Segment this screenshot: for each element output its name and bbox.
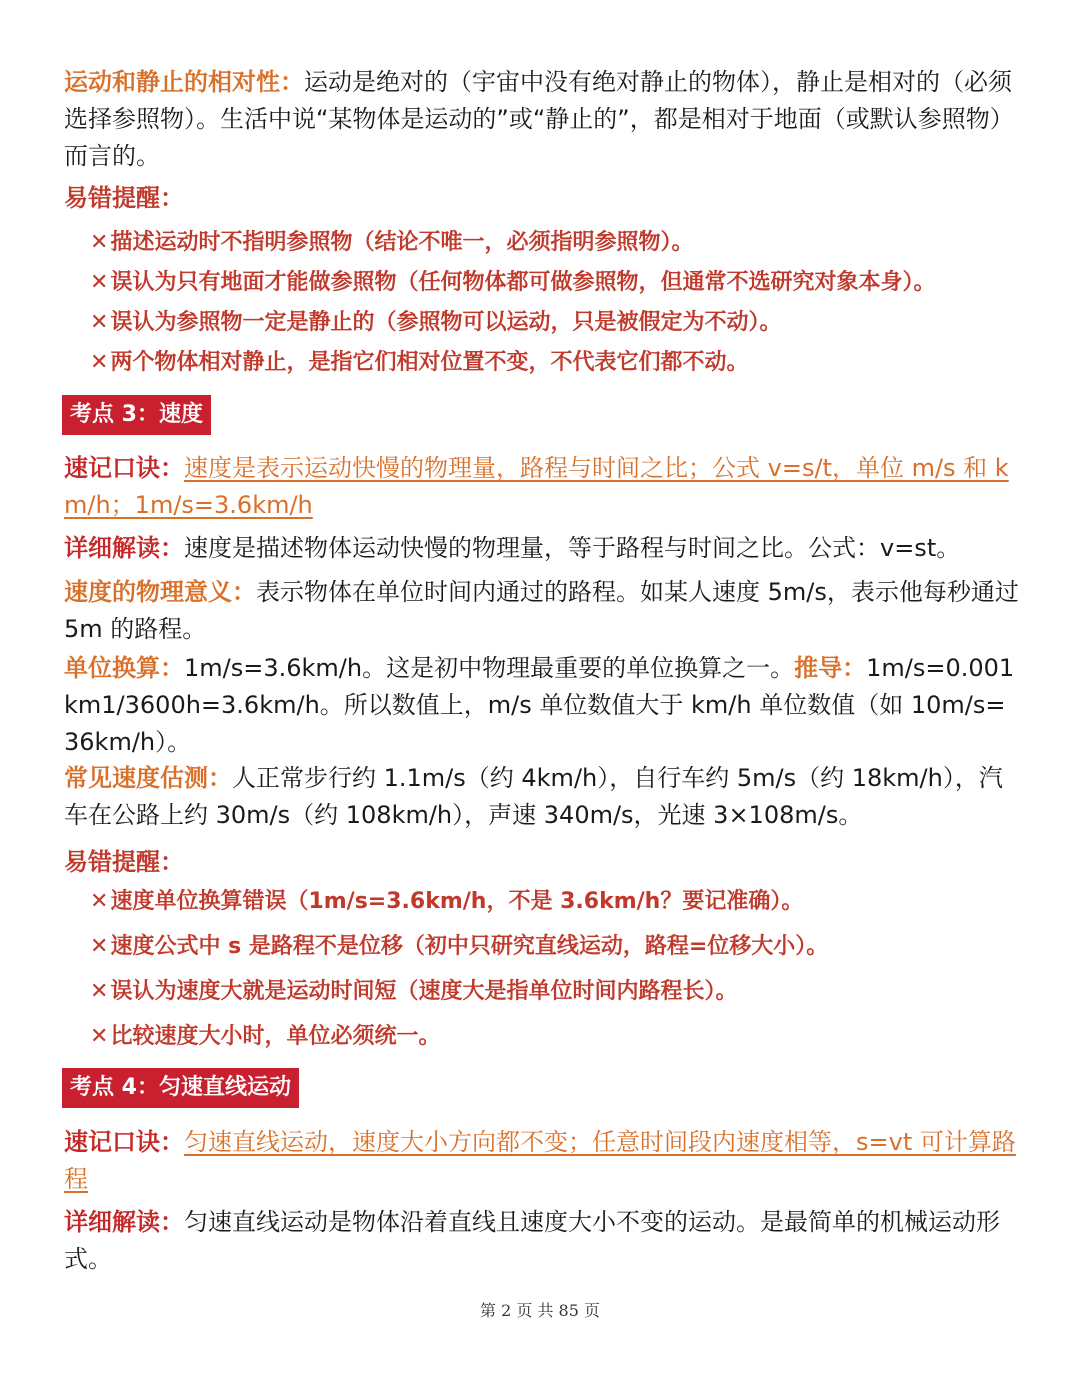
wrong-mark-icon: ✕	[90, 979, 109, 1004]
wrong-mark-icon: ✕	[90, 310, 109, 335]
meaning-text: 表示物体在单位时间内通过的路程。如某人速度 5m/s，表示他每秒通过 5m 的路程。	[64, 578, 1019, 643]
unit-text: 1m/s=3.6km/h。这是初中物理最重要的单位换算之一。	[184, 654, 795, 682]
tips1-item: ✕误认为只有地面才能做参照物（任何物体都可做参照物，但通常不选研究对象本身）。	[90, 270, 936, 295]
wrong-mark-icon: ✕	[90, 889, 109, 914]
tips1-heading: 易错提醒：	[64, 184, 184, 212]
wrong-mark-icon: ✕	[90, 350, 109, 375]
speed-detail	[64, 530, 1020, 567]
tips2-item: ✕比较速度大小时，单位必须统一。	[90, 1024, 441, 1049]
tips2-heading: 易错提醒：	[64, 848, 184, 876]
derive-text: 1m/s=0.001km1/3600h=3.6km/h。所以数值上，m/s 单位数值大于 km/h 单位数值（如 10m/s=36km/h）。	[64, 654, 1015, 756]
detail-label: 详细解读：	[64, 1208, 184, 1236]
estimate-label: 常见速度估测：	[64, 764, 232, 792]
uniform-mnemonic	[64, 1124, 1020, 1198]
wrong-mark-icon: ✕	[90, 270, 109, 295]
mnemonic-text: 匀速直线运动，速度大小方向都不变；任意时间段内速度相等，s=vt 可计算路程	[64, 1128, 1016, 1193]
wrong-mark-icon: ✕	[90, 934, 109, 959]
speed-estimate	[64, 760, 1020, 834]
detail-text: 匀速直线运动是物体沿着直线且速度大小不变的运动。是最简单的机械运动形式。	[64, 1208, 1000, 1273]
tips2-item: ✕速度单位换算错误（1m/s=3.6km/h，不是 3.6km/h？要记准确）。	[90, 889, 804, 914]
mnemonic-label: 速记口诀：	[64, 1128, 184, 1156]
relativity-text: 运动是绝对的（宇宙中没有绝对静止的物体），静止是相对的（必须选择参照物）。生活中说“某物体是运动的”或“静止的”，都是相对于地面（或默认参照物）而言的。	[64, 68, 1014, 170]
relativity-paragraph	[64, 64, 1020, 175]
detail-text: 速度是描述物体运动快慢的物理量，等于路程与时间之比。公式：v=st。	[184, 534, 961, 562]
tips2-item: ✕误认为速度大就是运动时间短（速度大是指单位时间内路程长）。	[90, 979, 738, 1004]
tips2-item: ✕速度公式中 s 是路程不是位移（初中只研究直线运动，路程=位移大小）。	[90, 934, 829, 959]
unit-conversion	[64, 650, 1020, 761]
wrong-mark-icon: ✕	[90, 1024, 109, 1049]
tips1-item: ✕描述运动时不指明参照物（结论不唯一，必须指明参照物）。	[90, 230, 694, 255]
detail-label: 详细解读：	[64, 534, 184, 562]
section-3-heading: 考点 3：速度	[62, 395, 211, 435]
speed-mnemonic	[64, 450, 1020, 524]
speed-meaning	[64, 574, 1020, 648]
relativity-label: 运动和静止的相对性：	[64, 68, 304, 96]
derive-label: 推导：	[794, 654, 867, 682]
tips1-item: ✕两个物体相对静止，是指它们相对位置不变，不代表它们都不动。	[90, 350, 749, 375]
mnemonic-label: 速记口诀：	[64, 454, 184, 482]
tips1-item: ✕误认为参照物一定是静止的（参照物可以运动，只是被假定为不动）。	[90, 310, 782, 335]
mnemonic-text: 速度是表示运动快慢的物理量，路程与时间之比；公式 v=s/t，单位 m/s 和 km/h；1m/s=3.6km/h	[64, 454, 1009, 519]
estimate-text: 人正常步行约 1.1m/s（约 4km/h），自行车约 5m/s（约 18km/h），汽车在公路上约 30m/s（约 108km/h），声速 340m/s，光速 3×108m/s。	[64, 764, 1003, 829]
wrong-mark-icon: ✕	[90, 230, 109, 255]
section-4-heading: 考点 4：匀速直线运动	[62, 1068, 299, 1108]
unit-label: 单位换算：	[64, 654, 184, 682]
page-footer: 第 2 页 共 85 页	[480, 1301, 600, 1320]
meaning-label: 速度的物理意义：	[64, 578, 256, 606]
uniform-detail	[64, 1204, 1020, 1278]
